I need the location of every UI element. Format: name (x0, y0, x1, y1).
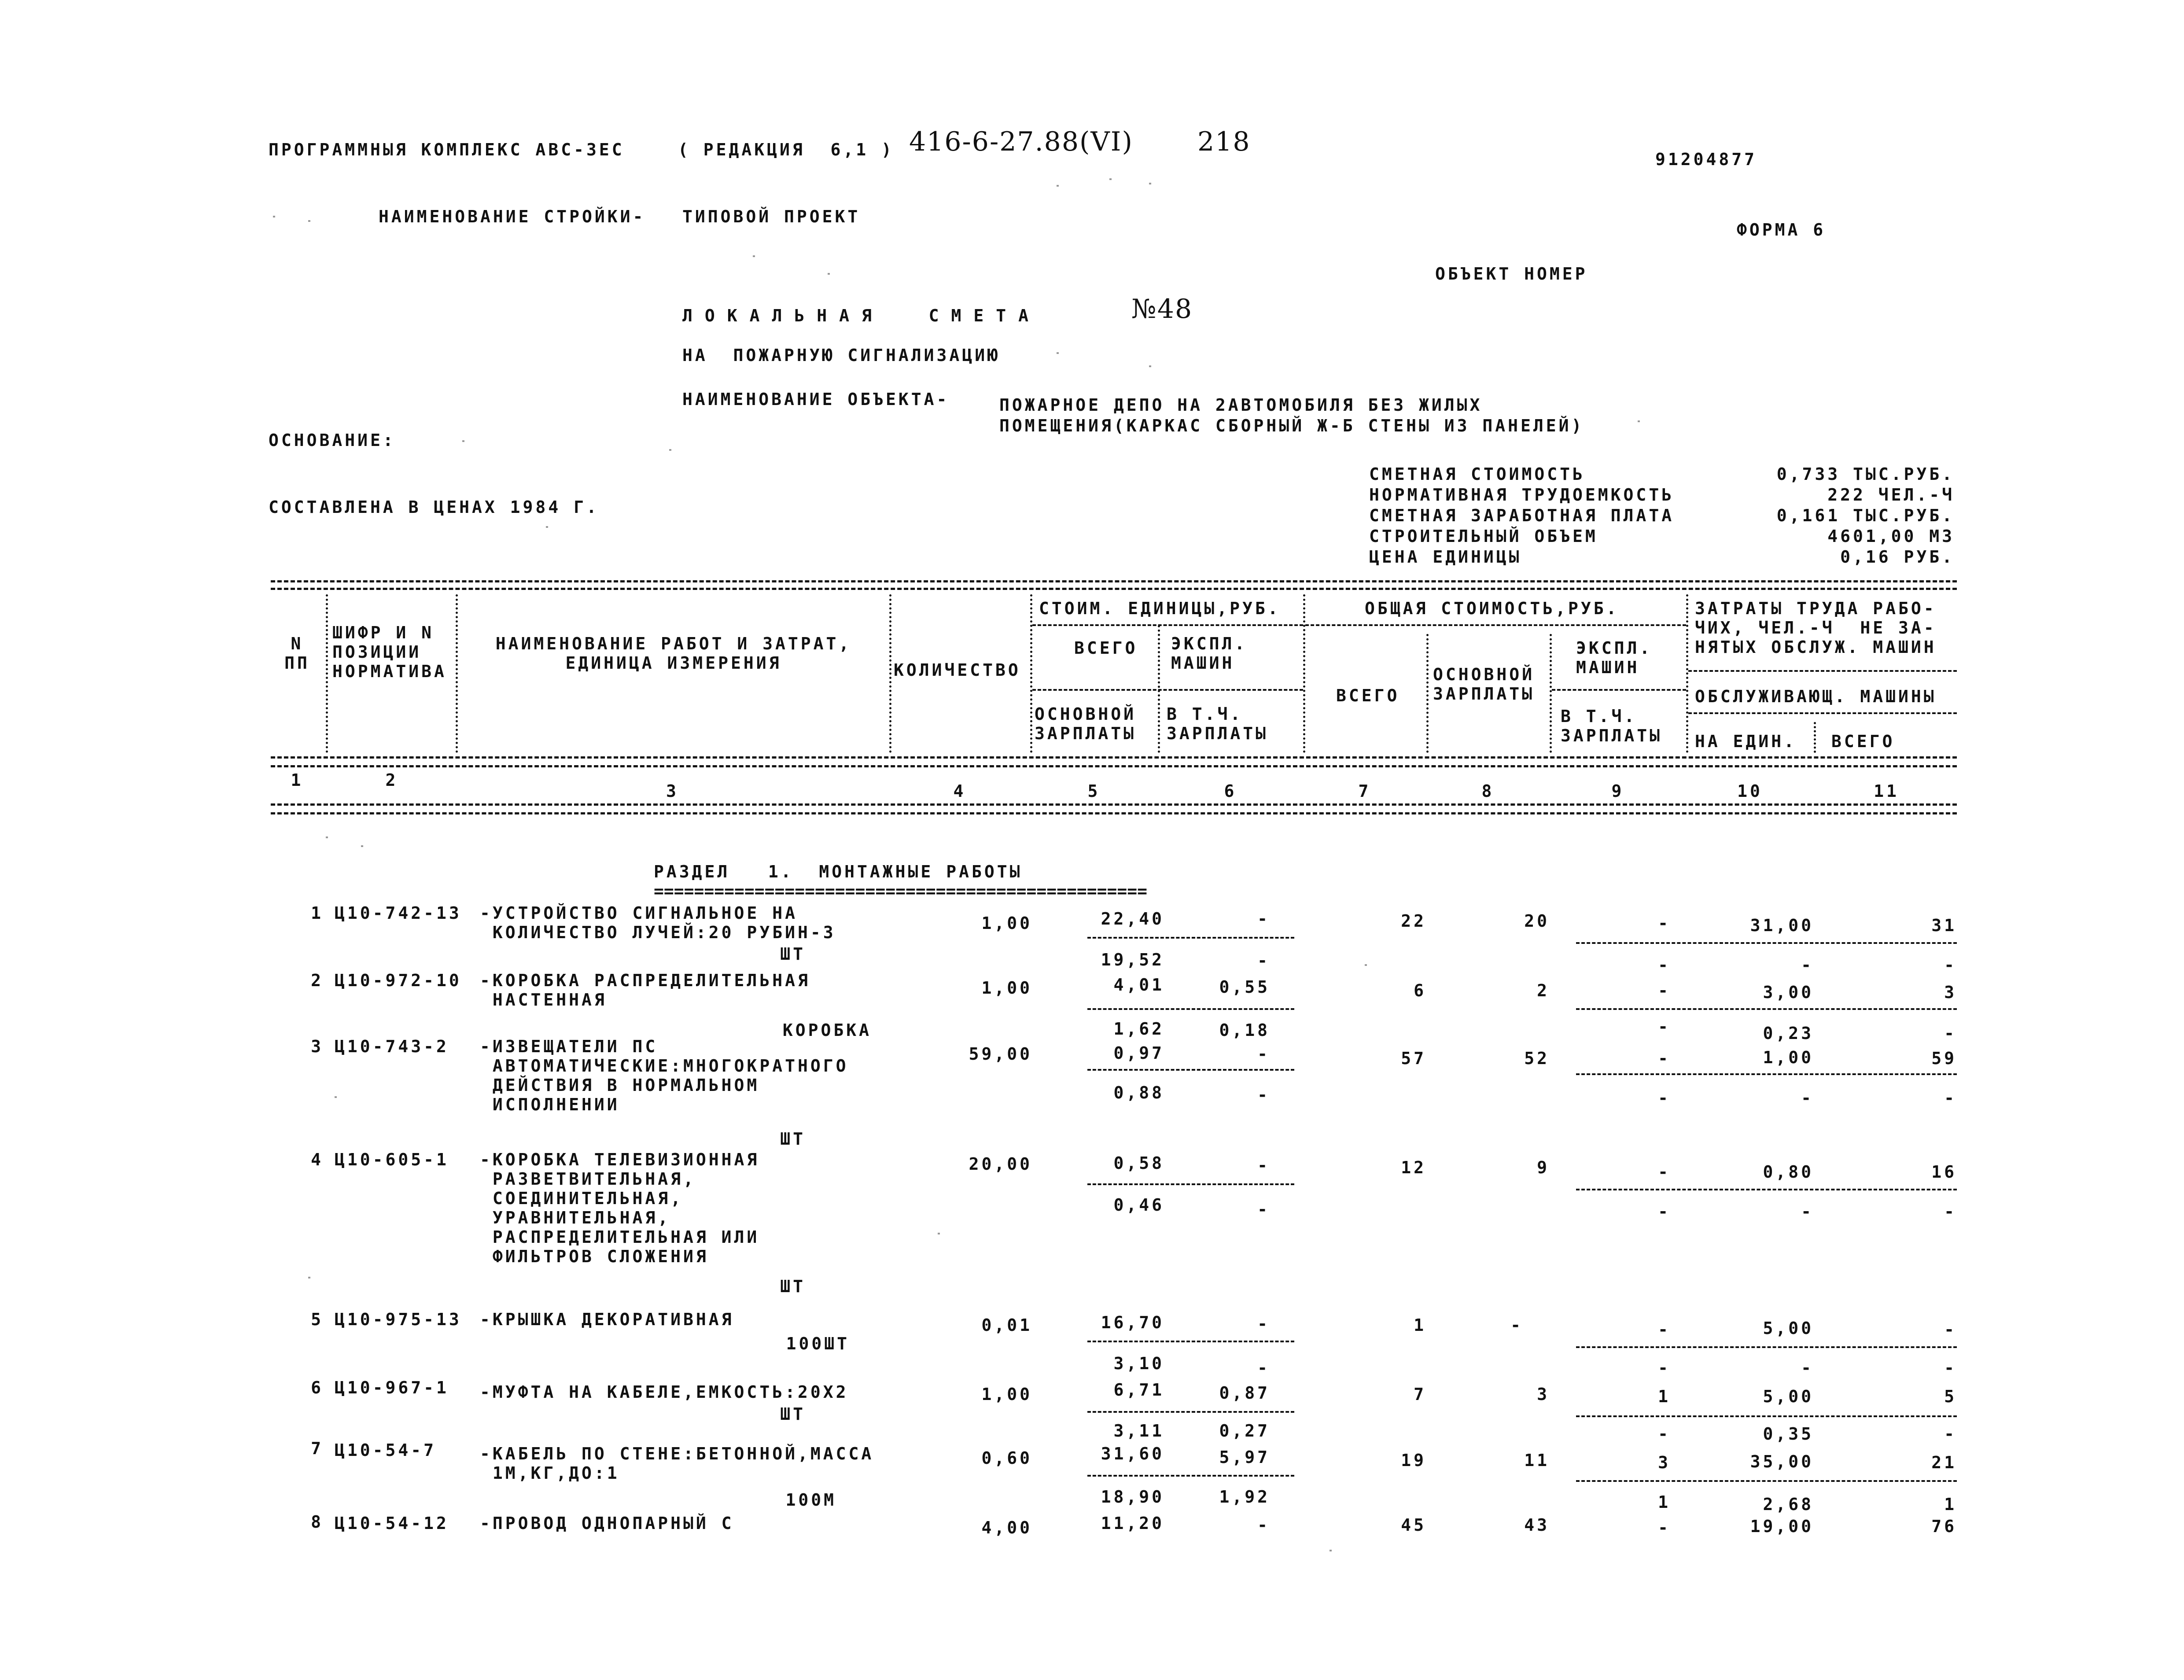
header-col-2: ШИФР И N ПОЗИЦИИ НОРМАТИВА (332, 623, 447, 681)
header-tc-incl-wage: В Т.Ч. ЗАРПЛАТЫ (1561, 707, 1663, 745)
scan-speck (1057, 352, 1059, 354)
row-total-incl-wage: - (1658, 1358, 1671, 1378)
row-labor-unit: 0,80 (1763, 1162, 1814, 1182)
row-total-machines: - (1658, 1049, 1671, 1068)
scan-speck (546, 526, 548, 528)
row-unit: 100ШТ (786, 1334, 850, 1353)
row-quantity: 59,00 (969, 1044, 1032, 1064)
column-divider (1303, 594, 1305, 753)
row-total: 19 (1401, 1451, 1426, 1470)
row-unit: КОРОБКА (782, 1021, 872, 1040)
header-uc-wage: ОСНОВНОЙ ЗАРПЛАТЫ (1035, 704, 1137, 743)
header-rule (1032, 689, 1303, 691)
header-uc-incl-wage: В Т.Ч. ЗАРПЛАТЫ (1167, 704, 1269, 743)
scan-speck (669, 449, 671, 451)
row-number: 6 (311, 1378, 324, 1397)
estimate-number: №48 (1131, 294, 1193, 324)
column-number: 6 (1224, 781, 1237, 801)
column-number: 4 (953, 781, 966, 801)
row-unit-incl-wage: - (1257, 1200, 1270, 1219)
row-total-incl-wage: - (1658, 1088, 1671, 1108)
column-number: 10 (1737, 781, 1763, 801)
summary-label: ЦЕНА ЕДИНИЦЫ (1369, 547, 1522, 567)
row-quantity: 1,00 (981, 978, 1032, 998)
row-code: Ц10-967-1 (335, 1378, 449, 1397)
section-title: РАЗДЕЛ 1. МОНТАЖНЫЕ РАБОТЫ (654, 862, 1023, 881)
header-rule (1688, 712, 1957, 714)
row-labor-unit: 35,00 (1750, 1452, 1814, 1471)
row-code: Ц10-743-2 (335, 1037, 449, 1056)
column-number: 5 (1087, 781, 1101, 801)
scan-speck (1365, 964, 1367, 966)
row-total-incl-wage: - (1658, 1202, 1671, 1221)
row-name: -ИЗВЕЩАТЕЛИ ПС АВТОМАТИЧЕСКИЕ:МНОГОКРАТНОГО ДЕЙСТВИЯ В НОРМАЛЬНОМ ИСПОЛНЕНИИ (480, 1037, 849, 1114)
row-unit-incl-wage: - (1257, 1085, 1270, 1105)
scan-speck (1149, 365, 1151, 367)
scan-speck (1109, 178, 1112, 180)
program-name: ПРОГРАММНЫЯ КОМПЛЕКС АВС-ЗЕС (269, 140, 625, 159)
row-quantity: 20,00 (969, 1154, 1032, 1174)
row-labor-total: 3 (1944, 983, 1957, 1002)
row-unit-wage: 19,52 (1101, 950, 1164, 969)
row-unit-total: 0,58 (1113, 1153, 1164, 1173)
scan-speck (1057, 185, 1059, 187)
header-total-cost: ОБЩАЯ СТОИМОСТЬ,РУБ. (1365, 599, 1619, 618)
row-labor-machines-total: - (1944, 1088, 1957, 1108)
stroika-label: НАИМЕНОВАНИЕ СТРОЙКИ- (379, 207, 646, 226)
summary-label: НОРМАТИВНАЯ ТРУДОЕМКОСТЬ (1369, 485, 1675, 505)
cell-divider (1087, 1008, 1294, 1010)
scan-speck (273, 216, 275, 217)
row-name: -КОРОБКА РАСПРЕДЕЛИТЕЛЬНАЯ НАСТЕННАЯ (480, 971, 810, 1009)
row-number: 7 (311, 1439, 324, 1458)
row-unit-machines: - (1257, 1044, 1270, 1064)
row-total-wage: 52 (1524, 1049, 1550, 1068)
scan-speck (308, 220, 310, 222)
row-unit: ШТ (780, 1277, 806, 1296)
header-tc-machines: ЭКСПЛ. МАШИН (1576, 638, 1653, 677)
row-total-wage: 2 (1537, 981, 1550, 1000)
header-uc-machines: ЭКСПЛ. МАШИН (1171, 634, 1248, 673)
row-code: Ц10-54-7 (335, 1441, 437, 1460)
column-number: 8 (1481, 781, 1495, 801)
row-unit-incl-wage: 1,92 (1219, 1487, 1270, 1507)
row-quantity: 0,01 (981, 1315, 1032, 1335)
row-unit-total: 0,97 (1113, 1043, 1164, 1063)
row-total: 22 (1401, 911, 1426, 931)
row-number: 5 (311, 1310, 324, 1329)
row-unit-total: 4,01 (1113, 975, 1164, 995)
row-labor-machines-total: - (1944, 1202, 1957, 1221)
summary-label: СТРОИТЕЛЬНЫЙ ОБЪЕМ (1369, 527, 1598, 546)
row-name: -КРЫШКА ДЕКОРАТИВНАЯ (480, 1310, 734, 1329)
cell-divider (1087, 1475, 1294, 1477)
stroika-value: ТИПОВОЙ ПРОЕКТ (682, 207, 861, 226)
column-divider (1814, 722, 1816, 753)
header-rule (1305, 624, 1686, 626)
row-unit-wage: 3,10 (1113, 1354, 1164, 1373)
row-labor-machines-unit: - (1801, 1088, 1814, 1108)
scan-speck (361, 845, 363, 847)
scan-speck (938, 1233, 940, 1234)
row-labor-unit: 5,00 (1763, 1319, 1814, 1338)
summary-value: 222 ЧЕЛ.-Ч (1827, 485, 1955, 505)
row-unit-total: 16,70 (1101, 1313, 1164, 1332)
header-labor-unit: НА ЕДИН. (1695, 732, 1797, 751)
row-code: Ц10-975-13 (335, 1310, 462, 1329)
row-unit-machines: - (1257, 1515, 1270, 1535)
row-labor-machines-total: - (1944, 1358, 1957, 1378)
row-name: -КОРОБКА ТЕЛЕВИЗИОННАЯ РАЗВЕТВИТЕЛЬНАЯ, СОЕДИНИТЕЛЬНАЯ, УРАВНИТЕЛЬНАЯ, РАСПРЕДЕЛИТЕЛЬНАЯ ИЛИ ФИЛЬТРОВ СЛОЖЕНИЯ (480, 1150, 760, 1266)
cell-divider (1576, 1189, 1957, 1190)
row-labor-unit: 19,00 (1750, 1517, 1814, 1536)
row-total-wage: 9 (1537, 1158, 1550, 1177)
scan-speck (1149, 183, 1151, 184)
column-number: 2 (385, 770, 398, 790)
row-number: 4 (311, 1150, 324, 1169)
row-total-machines: - (1658, 981, 1671, 1000)
row-total-machines: - (1658, 1162, 1671, 1182)
row-unit-total: 6,71 (1113, 1380, 1164, 1400)
header-col-1: N ПП (284, 634, 310, 673)
header-labor-total: ВСЕГО (1831, 732, 1895, 751)
scan-speck (308, 1277, 310, 1278)
table-top-rule (271, 580, 1957, 582)
row-quantity: 1,00 (981, 914, 1032, 933)
row-unit: ШТ (780, 1404, 806, 1424)
row-unit-incl-wage: - (1257, 1358, 1270, 1378)
scan-speck (1330, 1550, 1332, 1551)
row-total-machines: 3 (1658, 1453, 1671, 1472)
row-unit-machines: 0,87 (1219, 1383, 1270, 1403)
scan-speck (326, 836, 328, 838)
header-rule (271, 803, 1957, 806)
row-total-machines: - (1658, 1320, 1671, 1339)
cell-divider (1576, 1073, 1957, 1075)
scan-speck (462, 440, 464, 442)
row-unit-total: 11,20 (1101, 1514, 1164, 1533)
object-number: ОБЪЕКТ НОМЕР (1435, 264, 1588, 284)
row-unit-machines: - (1257, 1314, 1270, 1334)
cell-divider (1087, 1183, 1294, 1185)
row-unit-incl-wage: 0,27 (1219, 1421, 1270, 1441)
row-labor-unit: 5,00 (1763, 1387, 1814, 1406)
cell-divider (1576, 1415, 1957, 1417)
estimate-subtitle: НА ПОЖАРНУЮ СИГНАЛИЗАЦИЮ (682, 346, 1000, 365)
cell-divider (1087, 1411, 1294, 1413)
basis-label: ОСНОВАНИЕ: (269, 431, 396, 450)
row-unit-total: 31,60 (1101, 1444, 1164, 1463)
cell-divider (1576, 1008, 1957, 1010)
column-number: 7 (1358, 781, 1371, 801)
cell-divider (1087, 1341, 1294, 1342)
row-labor-machines-unit: - (1801, 1202, 1814, 1221)
row-total-wage: 43 (1524, 1515, 1550, 1535)
row-name: -УСТРОЙСТВО СИГНАЛЬНОЕ НА КОЛИЧЕСТВО ЛУЧЕЙ:20 РУБИН-3 (480, 903, 836, 942)
row-code: Ц10-54-12 (335, 1514, 449, 1533)
column-number: 9 (1611, 781, 1624, 801)
row-total-wage: 3 (1537, 1385, 1550, 1404)
scan-speck (335, 1096, 337, 1098)
row-labor-machines-unit: - (1801, 955, 1814, 975)
header-labor: ЗАТРАТЫ ТРУДА РАБО- ЧИХ, ЧЕЛ.-Ч НЕ ЗА- НЯТЫХ ОБСЛУЖ. МАШИН (1695, 599, 1937, 657)
object-line-1: ПОЖАРНОЕ ДЕПО НА 2АВТОМОБИЛЯ БЕЗ ЖИЛЫХ (999, 395, 1483, 415)
header-rule (271, 756, 1957, 759)
row-labor-machines-unit: 0,35 (1763, 1424, 1814, 1444)
row-unit: 100М (785, 1490, 836, 1510)
column-divider (456, 594, 458, 753)
row-labor-machines-total: - (1944, 1024, 1957, 1043)
cell-divider (1087, 1069, 1294, 1071)
row-total: 45 (1401, 1515, 1426, 1535)
column-number: 1 (291, 770, 304, 790)
header-rule (1688, 670, 1957, 672)
section-underline: ================================================= (654, 881, 1148, 901)
row-unit-wage: 0,46 (1113, 1195, 1164, 1215)
row-total-wage: 11 (1524, 1451, 1550, 1470)
row-labor-machines-unit: 0,23 (1763, 1024, 1814, 1043)
summary-value: 0,733 ТЫС.РУБ. (1776, 464, 1955, 484)
row-code: Ц10-605-1 (335, 1150, 449, 1169)
header-unit-cost: СТОИМ. ЕДИНИЦЫ,РУБ. (1039, 599, 1281, 618)
row-unit-wage: 1,62 (1113, 1019, 1164, 1039)
row-number: 8 (311, 1512, 324, 1532)
row-labor-total: 5 (1944, 1387, 1957, 1406)
row-labor-total: 76 (1931, 1517, 1957, 1536)
estimate-title: ЛОКАЛЬНАЯ СМЕТА (682, 306, 1041, 325)
column-divider (889, 594, 891, 753)
row-unit: ШТ (780, 1129, 806, 1149)
object-label: НАИМЕНОВАНИЕ ОБЪЕКТА- (682, 390, 950, 409)
row-total: 12 (1401, 1158, 1426, 1177)
table-top-rule (271, 588, 1957, 590)
header-tc-wage: ОСНОВНОЙ ЗАРПЛАТЫ (1433, 665, 1535, 704)
row-number: 2 (311, 971, 324, 990)
column-divider (1426, 634, 1429, 753)
edition-label: ( РЕДАКЦИЯ 6,1 ) (678, 140, 894, 159)
form-label: ФОРМА 6 (1737, 220, 1826, 239)
header-rule (271, 812, 1957, 814)
summary-value: 0,161 ТЫС.РУБ. (1776, 506, 1955, 525)
row-total-incl-wage: - (1658, 1424, 1671, 1444)
row-total: 1 (1414, 1315, 1426, 1335)
cell-divider (1576, 942, 1957, 944)
page-number: 218 (1197, 126, 1251, 157)
summary-label: СМЕТНАЯ СТОИМОСТЬ (1369, 464, 1585, 484)
header-col-4: КОЛИЧЕСТВО (894, 660, 1021, 680)
row-unit-wage: 3,11 (1113, 1421, 1164, 1441)
column-number: 11 (1874, 781, 1899, 801)
header-rule (1032, 624, 1303, 626)
row-labor-unit: 31,00 (1750, 916, 1814, 935)
row-labor-total: 21 (1931, 1453, 1957, 1472)
row-total: 6 (1414, 981, 1426, 1000)
row-labor-machines-total: - (1944, 1424, 1957, 1444)
document-number: 91204877 (1655, 150, 1757, 169)
summary-value: 0,16 РУБ. (1840, 547, 1955, 567)
column-divider (1030, 594, 1032, 753)
row-total-incl-wage: - (1658, 1017, 1671, 1036)
row-unit-total: 22,40 (1101, 909, 1164, 928)
row-unit-machines: 5,97 (1219, 1448, 1270, 1467)
row-total-machines: 1 (1658, 1387, 1671, 1406)
row-code: Ц10-972-10 (335, 971, 462, 990)
row-labor-machines-total: - (1944, 955, 1957, 975)
row-labor-total: - (1944, 1320, 1957, 1339)
row-total-incl-wage: - (1658, 955, 1671, 975)
row-unit-incl-wage: 0,18 (1219, 1021, 1270, 1040)
row-total-incl-wage: 1 (1658, 1492, 1671, 1512)
row-total-machines: - (1658, 914, 1671, 933)
cell-divider (1087, 937, 1294, 939)
summary-value: 4601,00 М3 (1827, 527, 1955, 546)
header-labor-machines: ОБСЛУЖИВАЮЩ. МАШИНЫ (1695, 687, 1937, 706)
header-tc-total: ВСЕГО (1336, 686, 1400, 705)
row-total-machines: - (1658, 1518, 1671, 1537)
column-number: 3 (666, 781, 679, 801)
row-code: Ц10-742-13 (335, 903, 462, 923)
row-quantity: 0,60 (981, 1448, 1032, 1468)
project-code: 416-6-27.88(VI) (909, 126, 1133, 157)
row-quantity: 4,00 (981, 1518, 1032, 1537)
row-unit-machines: - (1257, 909, 1270, 928)
row-total-wage: - (1510, 1315, 1523, 1335)
summary-label: СМЕТНАЯ ЗАРАБОТНАЯ ПЛАТА (1369, 506, 1675, 525)
prices-label: СОСТАВЛЕНА В ЦЕНАХ 1984 Г. (269, 497, 599, 517)
scan-speck (828, 273, 830, 275)
row-labor-total: 31 (1931, 916, 1957, 935)
cell-divider (1576, 1346, 1957, 1348)
row-total-wage: 20 (1524, 911, 1550, 931)
row-total: 7 (1414, 1385, 1426, 1404)
row-quantity: 1,00 (981, 1385, 1032, 1404)
row-labor-total: 16 (1931, 1162, 1957, 1182)
scan-speck (1638, 420, 1640, 422)
row-unit-incl-wage: - (1257, 951, 1270, 970)
header-rule (1552, 689, 1686, 691)
column-divider (1686, 594, 1688, 753)
scan-speck (753, 255, 755, 257)
row-labor-total: 59 (1931, 1049, 1957, 1068)
header-uc-total: ВСЕГО (1074, 638, 1138, 658)
object-line-2: ПОМЕЩЕНИЯ(КАРКАС СБОРНЫЙ Ж-Б СТЕНЫ ИЗ ПАНЕЛЕЙ) (999, 416, 1584, 435)
header-rule (271, 765, 1957, 767)
row-labor-machines-total: 1 (1944, 1495, 1957, 1514)
row-unit: ШТ (780, 944, 806, 964)
row-total: 57 (1401, 1049, 1426, 1068)
row-name: -ПРОВОД ОДНОПАРНЫЙ С (480, 1514, 734, 1533)
row-labor-machines-unit: 2,68 (1763, 1495, 1814, 1514)
row-labor-machines-unit: - (1801, 1358, 1814, 1378)
row-unit-machines: 0,55 (1219, 977, 1270, 997)
row-unit-wage: 18,90 (1101, 1487, 1164, 1507)
row-number: 3 (311, 1037, 324, 1056)
row-name: -МУФТА НА КАБЕЛЕ,ЕМКОСТЬ:20Х2 (480, 1382, 849, 1402)
header-col-3: НАИМЕНОВАНИЕ РАБОТ И ЗАТРАТ, ЕДИНИЦА ИЗМЕРЕНИЯ (495, 634, 852, 673)
column-divider (326, 594, 328, 753)
row-number: 1 (311, 903, 324, 923)
column-divider (1550, 634, 1552, 753)
row-labor-unit: 3,00 (1763, 983, 1814, 1002)
cell-divider (1576, 1480, 1957, 1482)
row-unit-wage: 0,88 (1113, 1083, 1164, 1102)
row-name: -КАБЕЛЬ ПО СТЕНЕ:БЕТОННОЙ,МАССА 1М,КГ,ДО:1 (480, 1444, 874, 1483)
row-unit-machines: - (1257, 1156, 1270, 1175)
row-labor-unit: 1,00 (1763, 1048, 1814, 1067)
